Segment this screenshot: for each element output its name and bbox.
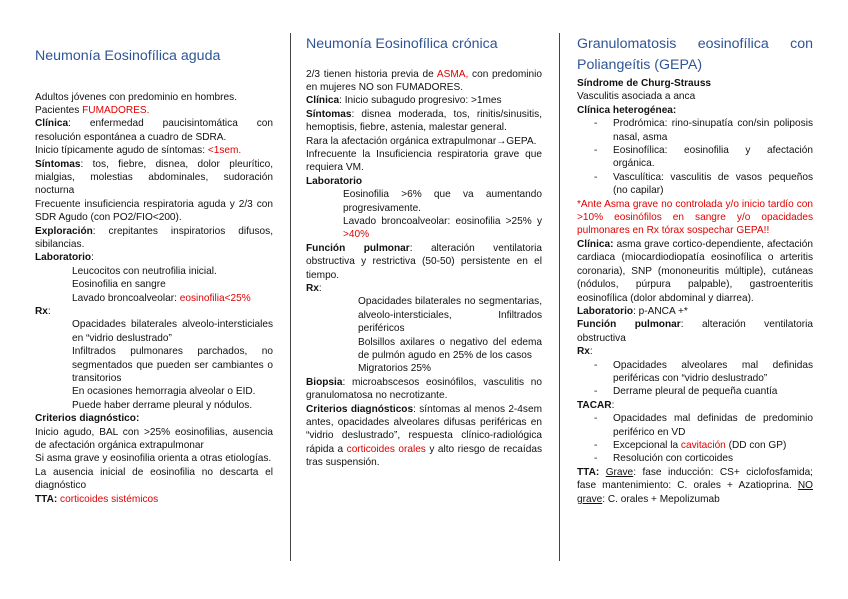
paragraph [35,412,273,425]
text: Inicio típicamente agudo de síntomas: [35,145,208,157]
section-title-line2: Poliangeítis (GEPA) [577,56,703,73]
label: Rx [306,283,319,294]
list-item: Bolsillos axilares o negativo del edema de pulmón agudo en 25% de los casos [358,336,542,362]
list-item: Infiltrados pulmonares parchados, no segmentados que pueden ser cambiantes o transitorios [72,346,273,385]
text: Pacientes [35,104,83,116]
title-line: Granulomatosis eosinofílica con [577,36,813,52]
list-item: - Resolución con corticoides [577,452,813,465]
list-item: En ocasiones hemorragia alveolar o EID. [72,386,256,398]
list-item: Leucocitos con neutrofilia inicial. [72,265,217,277]
paragraph [35,104,273,117]
list-item: Opacidades bilaterales alveolo-intersticiales en “vidrio deslustrado” [72,319,273,344]
list-item: - Opacidades alveolares mal definidas periféricas con “vidrio deslustrado” [577,359,813,386]
label: Criterios diagnósticos [306,403,414,415]
paragraph: Si asma grave y eosinofilia orienta a otras etiologías. [35,453,272,465]
label: Laboratorio [577,305,634,317]
paragraph [306,242,542,282]
paragraph [35,91,273,104]
paragraph [306,108,542,135]
list-item: Migratorios 25% [358,363,431,375]
paragraph [35,144,273,157]
label: Clínica: [577,238,614,250]
text: : p-ANCA +* [633,305,688,317]
section-title: Neumonía Eosinofílica aguda [35,48,221,64]
label: Función pulmonar [577,319,681,331]
text: : alteración ventilatoria obstructiva y restrictiva (50-50) persistente en el tiempo. [306,242,542,281]
text: asma grave cortico-dependiente, afectación cardiaca (miocardiodiopatía eosinofílica o arteritis coronaria), SNP (mononeuritis múltiple), cutáneas (nódulos, púrpura palpable), gastroenteritis eosinofílica (dolor abdominal y diarrea). [577,238,813,304]
list-item: - Vasculítica: vasculitis de vasos pequeños (no capilar) [577,171,813,198]
paragraph [306,68,542,95]
text: : alteración ventilatoria obstructiva [577,319,813,344]
label: Exploración [35,225,93,237]
text: Frecuente insuficiencia respiratoria aguda y 2/3 con SDR Agudo (con PO2/FIO<200). [35,198,273,224]
paragraph [577,318,813,345]
paragraph [306,175,542,188]
paragraph: Inicio agudo, BAL con >25% eosinofilias, ausencia de afectación orgánica extrapulmonar [35,426,273,452]
list-item [577,439,813,452]
paragraph: Infrecuente la Insuficiencia respiratoria grave que requiera VM. [306,148,542,174]
highlight-text: corticoides orales [346,443,426,455]
text: y alto riesgo de recaídas tras suspensión. [306,443,543,469]
text: Lavado broncoalveolar: eosinofilia >25% y [343,215,542,227]
list-item [306,215,542,242]
text: : [589,346,593,358]
text: Lavado broncoalveolar: [72,292,180,304]
paragraph [306,376,542,403]
paragraph [35,198,273,225]
warning-note: *Ante Asma grave no controlada y/o inicio tardío con >10% eosinófilos en sangre y/o opacidades pulmonares en Rx tórax sospechar GEPA!! [577,198,813,237]
paragraph [306,403,542,470]
underlined-text: Grave [605,466,634,478]
list-item: - Eosinofílica: eosinofilia y afectación orgánica. [577,144,813,171]
label: Criterios diagnóstico: [35,413,140,425]
highlight-text: corticoides sistémicos [60,493,159,505]
column-gepa [577,28,813,506]
text: (DD con GP) [725,439,787,451]
label: Biopsia [306,376,343,388]
list-item: Puede haber derrame pleural y nódulos. [72,399,253,411]
label: TACAR [577,399,612,411]
list-item: - Derrame pleural de pequeña cuantía [577,385,813,398]
text: : tos, fiebre, disnea, dolor pleurítico, mialgias, molestias abdominales, sudoración nocturna [35,158,273,197]
paragraph [577,238,813,305]
label: Síntomas [35,158,81,170]
highlight-text: <1sem. [207,145,242,157]
label: Síntomas [306,108,352,120]
text: : disnea moderada, tos, rinitis/sinusitis, hemoptisis, fiebre, astenia, malestar general. [306,108,542,134]
text: : [91,252,94,264]
label: TTA: [35,493,61,505]
label: Clínica heterogénea: [577,104,677,116]
text: : [47,306,51,317]
text: : [611,399,615,411]
paragraph [35,158,273,198]
text: : microabscesos eosinófilos, vasculitis no granulomatosa no necrotizante. [306,376,542,402]
section-title: Neumonía Eosinofílica crónica [306,36,498,52]
text: : C. orales + Mepolizumab [602,493,720,505]
label: Síndrome de Churg-Strauss [577,78,712,89]
highlight-text: eosinofilia<25% [179,292,251,304]
label: Laboratorio [306,175,363,187]
text: : Inicio subagudo progresivo: >1mes [339,95,502,107]
text: : crepitantes inspiratorios difusos, sibilancias. [35,225,273,250]
text: Adultos jóvenes con predominio en hombres. [35,91,237,103]
label: Laboratorio [35,252,92,264]
paragraph [306,94,542,107]
list-item: - Prodrómica: rino-sinupatía con/sin poliposis nasal, asma [577,117,813,144]
paragraph [577,466,813,506]
column-divider [290,33,291,561]
text: : fase inducción: CS+ ciclofosfamida; fase mantenimiento: C. orales + Azatioprina. [577,466,813,492]
paragraph: La ausencia inicial de eosinofilia no descarta el diagnóstico [35,466,273,492]
paragraph [35,117,273,144]
paragraph [35,493,273,506]
highlight-text: cavitación [680,439,726,451]
text: con predominio en mujeres NO son FUMADORES. [306,68,542,93]
column-neumonia-cronica [306,28,542,470]
text: 2/3 tienen historia previa de [306,68,437,80]
list-item: Eosinofilia >6% que va aumentando progresivamente. [343,189,542,214]
label: Clínica [35,118,69,130]
list-item: - Opacidades mal definidas de predominio periférico en VD [577,412,813,439]
column-neumonia-aguda [35,28,273,506]
underlined-text: NO grave [577,480,813,505]
paragraph [577,345,813,358]
paragraph [577,399,813,412]
section-title [577,36,813,54]
paragraph: Vasculitis asociada a anca [577,91,696,103]
text: : [318,283,322,294]
highlight-text: ASMA, [436,68,469,80]
highlight-text: FUMADORES. [82,104,150,116]
paragraph [577,305,813,318]
label: Clínica [306,95,340,107]
column-divider [559,33,560,561]
paragraph [35,225,273,252]
paragraph: Rara la afectación orgánica extrapulmonar→GEPA. [306,135,537,147]
highlight-text: >40% [343,229,370,241]
paragraph [306,282,542,295]
text: : síntomas al menos 2-4sem antes, opacidades alveolares difusas periféricas en “vidrio deslustrado”, respuesta clínico-radiológica rápida a [306,403,542,455]
text: Excepcional la [613,439,681,451]
label: Rx [35,306,48,317]
paragraph [35,251,273,264]
label: Función pulmonar [306,242,410,254]
label: TTA: [577,466,606,478]
list-item: Eosinofilia en sangre [72,279,166,291]
label: Rx [577,346,590,358]
text: : enfermedad paucisintomática con resolución espontánea a cuadro de SDRA. [35,118,273,143]
list-item [35,292,273,305]
paragraph [577,104,813,117]
paragraph [577,77,813,90]
paragraph [35,305,273,318]
list-item: Opacidades bilaterales no segmentarias, alveolo-intersticiales, Infiltrados periféricos [358,296,542,335]
